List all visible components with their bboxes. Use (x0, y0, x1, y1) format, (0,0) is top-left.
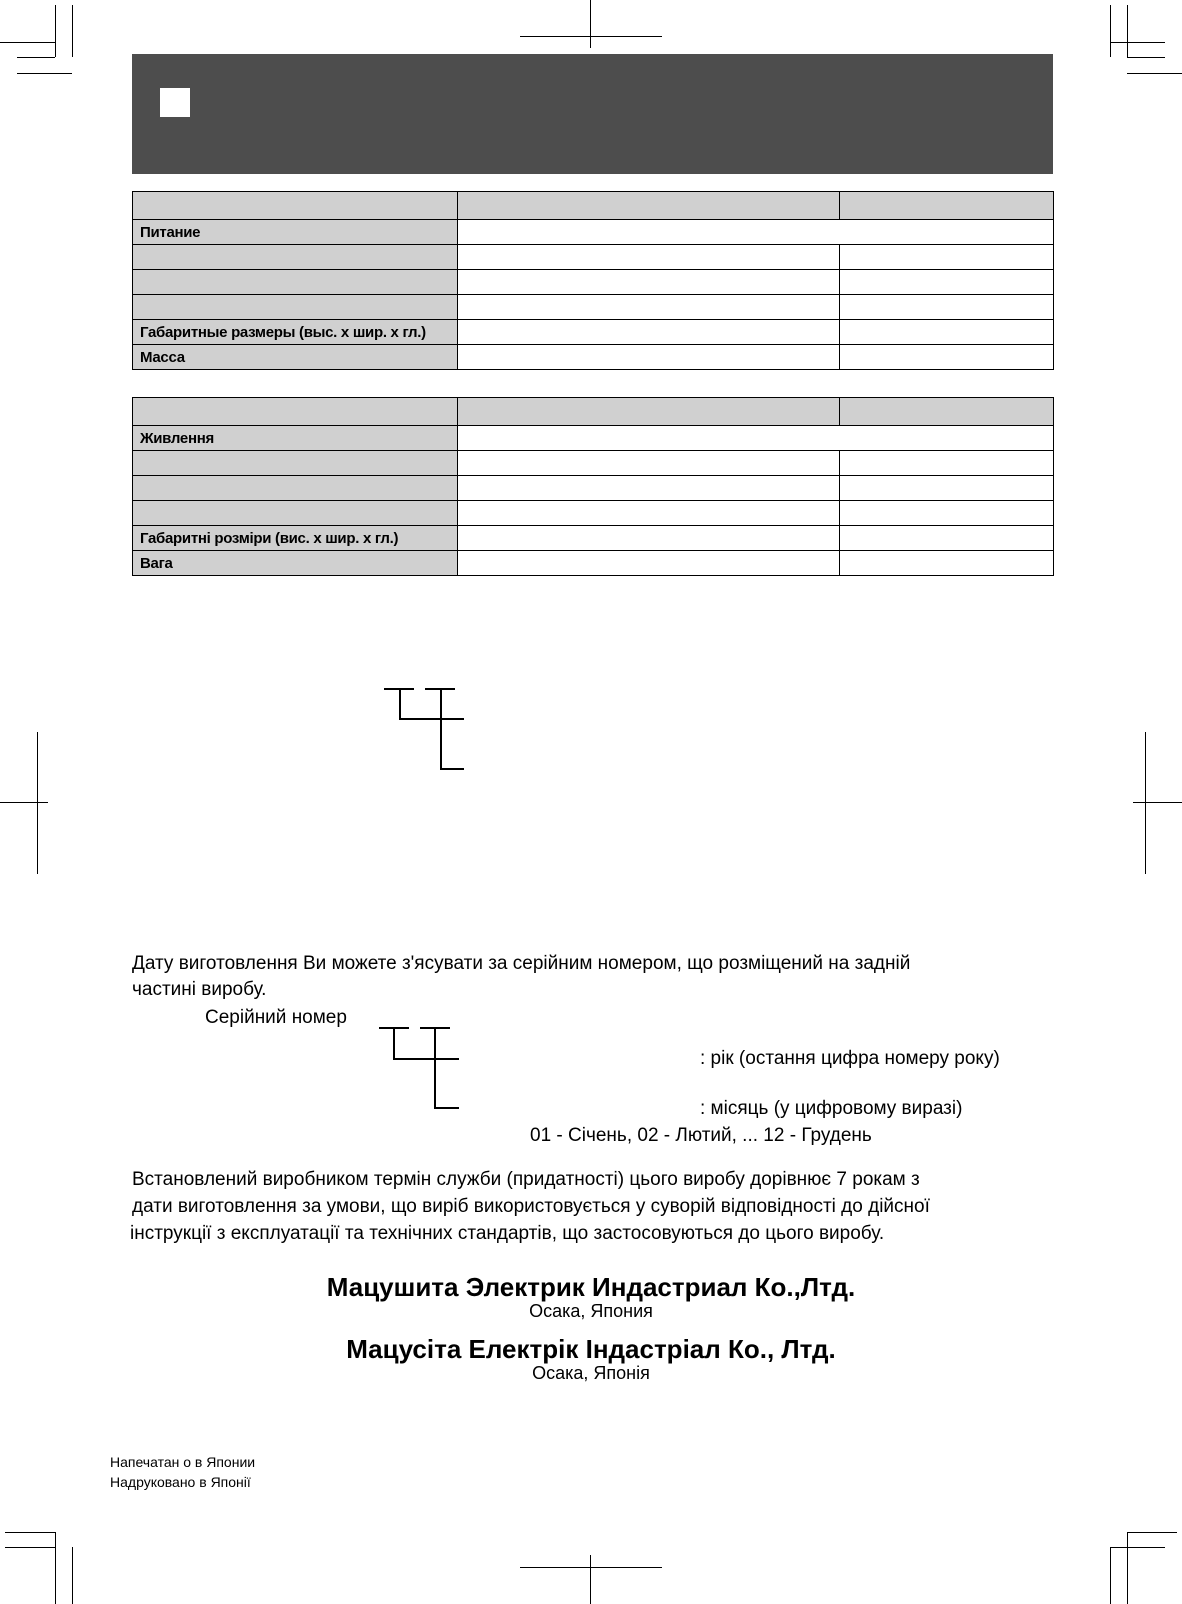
printed-in-ru: Напечатан о в Японии (110, 1454, 256, 1470)
table-row (133, 345, 1054, 370)
row-label-mass: Масса (133, 345, 458, 370)
service-life-line2: дати виготовлення за умови, що виріб використовується у суворій відповідності до дійсної (132, 1196, 930, 1217)
header-bar (132, 54, 1053, 174)
serial-month-examples: 01 - Січень, 02 - Лютий, ... 12 - Грудень (530, 1125, 872, 1146)
spec-table-ua (132, 397, 1054, 576)
service-life-line1: Встановлений виробником термін служби (придатності) цього виробу дорівнює 7 рокам з (132, 1169, 920, 1190)
row-label-power: Питание (133, 220, 458, 245)
table-row (133, 476, 1054, 501)
service-life-line3: інструкції з експлуатації та технічних стандартів, що застосовуються до цього виробу. (130, 1223, 885, 1244)
table-row (133, 270, 1054, 295)
table-row (133, 220, 1054, 245)
table-row (133, 320, 1054, 345)
table-row (133, 551, 1054, 576)
table-row (133, 245, 1054, 270)
header-square-icon (160, 88, 190, 117)
serial-year-desc: : рік (остання цифра номеру року) (700, 1048, 1000, 1069)
serial-intro-line1: Дату виготовлення Ви можете з'ясувати за серійним номером, що розміщений на задній (132, 953, 911, 974)
table-row (133, 501, 1054, 526)
serial-number-label: Серійний номер (205, 1007, 347, 1028)
table-header-row (133, 192, 1054, 220)
row-label-weight: Вага (133, 551, 458, 576)
table-row (133, 295, 1054, 320)
manufacturer-city: Осака, Япония (529, 1301, 653, 1321)
spec-table-ru (132, 191, 1054, 370)
serial-intro-line2: частині виробу. (132, 979, 267, 1000)
manufacturer-name: Мацушита Электрик Индастриал Ко.,Лтд. (326, 1272, 856, 1302)
table-row (133, 426, 1054, 451)
printed-in-ua: Надруковано в Японії (110, 1474, 251, 1490)
manufacturer-name: Мацусіта Електрік Індастріал Ко., Лтд. (346, 1334, 836, 1364)
row-label-dimensions: Габаритні розміри (вис. x шир. x гл.) (133, 526, 458, 551)
manufacturer-ua (0, 1334, 1182, 1384)
manufacturer-city: Осака, Японія (532, 1363, 650, 1383)
table-header-row (133, 398, 1054, 426)
serial-month-desc: : місяць (у цифровому виразі) (700, 1098, 963, 1119)
manufacturer-ru (0, 1272, 1182, 1322)
row-label-dimensions: Габаритные размеры (выс. x шир. x гл.) (133, 320, 458, 345)
table-row (133, 526, 1054, 551)
table-row (133, 451, 1054, 476)
row-label-power: Живлення (133, 426, 458, 451)
